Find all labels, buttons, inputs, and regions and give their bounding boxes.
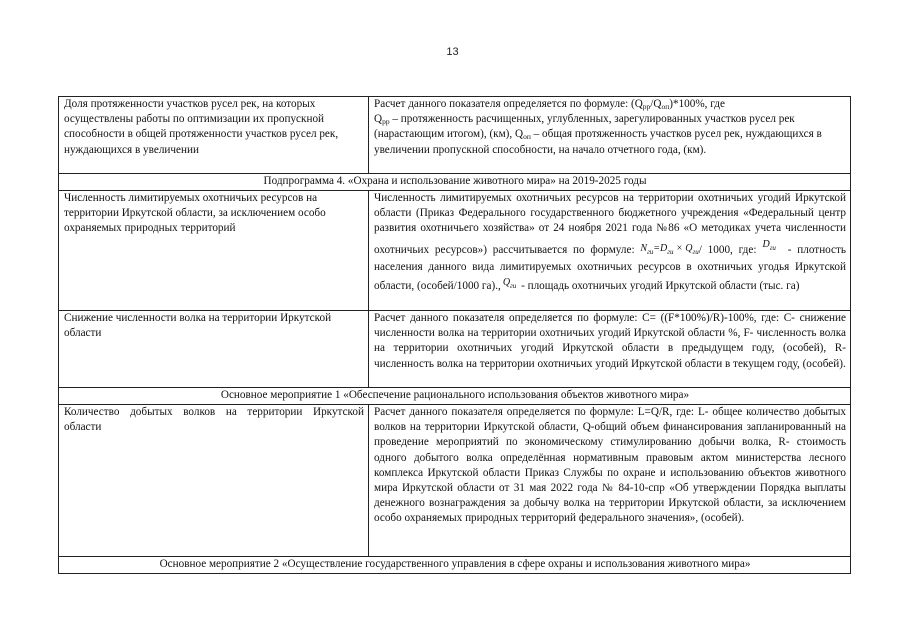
- indicator-name-cell: Снижение численности волка на территории Иркутской области: [59, 311, 369, 388]
- calculation-method-cell: [369, 191, 851, 311]
- table-row: [59, 405, 851, 557]
- table-row: [59, 97, 851, 174]
- section-heading: Основное мероприятие 2 «Осуществление государственного управления в сфере охраны и использования животного мира»: [59, 557, 851, 574]
- formula-subscript: рр: [642, 102, 651, 111]
- area-symbol: $Q_{ги}$: [502, 277, 517, 291]
- calculation-text: - площадь охотничьих угодий Иркутской области (тыс. га): [518, 280, 800, 293]
- density-symbol: $D_{ги}$: [762, 238, 776, 252]
- calculation-method-cell: Расчет данного показателя определяется по формуле: С= ((F*100%)/R)-100%, где: С- снижение численности волка на территории охотничьих угодий Иркутской области %, F- численность волка на территории охотничьих угодий Иркутской области в предыдущем году, (особей), R- численность волка на территории охотничьих угодий Иркутской области в текущем году, (особей).: [369, 311, 851, 388]
- calculation-text: 1000, где:: [701, 243, 757, 256]
- calculation-method-cell: [369, 97, 851, 174]
- indicators-table: [58, 96, 851, 574]
- calculation-method-cell: Расчет данного показателя определяется по формуле: L=Q/R, где: L- общее количество добытых волков на территории Иркутской области, Q-общий объем финансирования запланированный на проведение мероприятий по экономическому стимулированию добычи волка, R- стоимость одного добытого волка определённая нормативным правовым актом министерства лесного комплекса Иркутской области Приказ Службы по охране и использованию объектов животного мира Иркутской области от 31 мая 2022 года № 84-10-спр «Об утверждении Порядка выплаты денежного вознаграждения за добычу волка на территории Иркутской области, за исключением особо охраняемых природных территорий федерального значения», (особей).: [369, 405, 851, 557]
- formula-slash: /: [698, 243, 702, 256]
- variable-symbol: Q: [374, 113, 383, 126]
- formula-text: Расчет данного показателя определяется по формуле: (Q: [374, 98, 643, 110]
- page-number: 13: [446, 46, 459, 58]
- table-row: [59, 311, 851, 388]
- formula-subscript: оп: [661, 102, 670, 111]
- calculation-text: - плотность населения данного вида лимитируемых охотничьих ресурсов в охотничьих угодья Иркутской области, (особей/1000 га).,: [374, 243, 847, 293]
- section-heading: Подпрограмма 4. «Охрана и использование животного мира» на 2019-2025 годы: [59, 174, 851, 191]
- indicator-name-cell: Численность лимитируемых охотничьих ресурсов на территории Иркутской области, за исключением особо охраняемых природных территорий: [59, 191, 369, 311]
- formula-text: /Q: [650, 98, 662, 110]
- section-row: [59, 557, 851, 574]
- indicator-name-cell: Доля протяженности участков русел рек, на которых осуществлены работы по оптимизации их пропускной способности в общей протяженности участков русел рек, нуждающихся в увеличении: [59, 97, 369, 174]
- table-row: [59, 191, 851, 311]
- formula-subscript: рр: [382, 117, 390, 127]
- formula-subscript: оп: [523, 132, 531, 142]
- formula-text: )*100%, где: [669, 98, 725, 110]
- variable-description: – протяженность расчищенных, углубленных, зарегулированных участков русел рек (нарастающим итогом), (км), Q: [374, 113, 795, 141]
- density-formula: $N_{ги}=D_{ги} \times Q_{ги}$: [640, 242, 699, 256]
- indicator-name-cell: Количество добытых волков на территории Иркутской области: [59, 405, 369, 557]
- section-row: [59, 174, 851, 191]
- section-row: [59, 388, 851, 405]
- calculation-text: Численность лимитируемых охотничьих ресурсов на территории охотничьих угодий Иркутской области (Приказ Федерального государственного бюджетного учреждения «Федеральный центр развития охотничьего хозяйства» от 24 ноября 2021 года №86 «О методиках учета численности охотничьих ресурсов») рассчитывается по формуле:: [374, 192, 846, 256]
- variable-description: – общая протяженность участков русел рек, нуждающихся в увеличении пропускной способности, на начало отчетного года, (км).: [374, 128, 822, 156]
- section-heading: Основное мероприятие 1 «Обеспечение рационального использования объектов животного мира»: [59, 388, 851, 405]
